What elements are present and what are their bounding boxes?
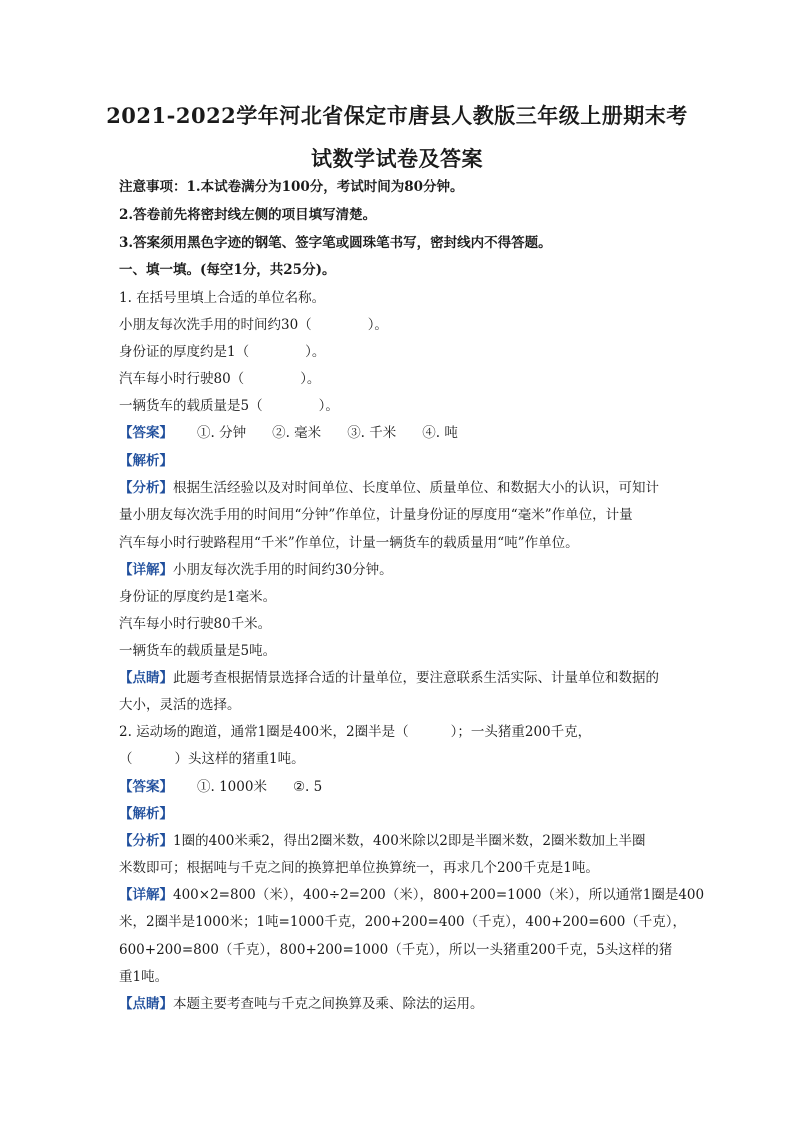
q1-dianjing-line1 bbox=[119, 672, 659, 686]
q2-xiangjie-line2: 米，2圈半是1000米；1吨=1000千克，200+200=400（千克），400+200=600（千克）， bbox=[119, 914, 687, 930]
notes-label: 注意事项： bbox=[119, 179, 187, 195]
q2-xiangjie-line4: 重1吨。 bbox=[119, 969, 169, 985]
q1-fenxi-line1 bbox=[119, 482, 659, 496]
note-2: 2.答卷前先将密封线左侧的项目填写清楚。 bbox=[119, 207, 377, 223]
q1-stem: 1. 在括号里填上合适的单位名称。 bbox=[119, 290, 326, 306]
q2-xiangjie-text1: 400×2=800（米），400÷2=200（米），800+200=1000（米），所以通常1圈是400 bbox=[173, 887, 705, 903]
q1-xiangjie-line3: 汽车每小时行驶80千米。 bbox=[119, 616, 272, 632]
fenxi-tag: 【分析】 bbox=[119, 480, 173, 496]
q2-stem-text2-end: ）头这样的猪重1吨。 bbox=[174, 751, 305, 767]
q1-jiexi-tag: 【解析】 bbox=[119, 453, 173, 469]
q1-fenxi-text1: 根据生活经验以及对时间单位、长度单位、质量单位、和数据大小的认识，可知计 bbox=[173, 480, 659, 496]
q2-answer-2: ②. 5 bbox=[292, 779, 323, 795]
q1-item-1 bbox=[119, 319, 388, 333]
q2-fenxi-text1: 1圈的400米乘2，得出2圈米数，400米除以2即是半圈米数，2圈米数加上半圈 bbox=[173, 833, 646, 849]
q2-fenxi-line1 bbox=[119, 835, 645, 849]
q2-stem-text1: 2. 运动场的跑道，通常1圈是400米，2圈半是（ bbox=[119, 724, 409, 740]
q2-dianjing-text1: 本题主要考查吨与千克之间换算及乘、除法的运用。 bbox=[173, 996, 484, 1012]
q1-answer-4: ④. 吨 bbox=[422, 425, 458, 441]
q2-jiexi-tag: 【解析】 bbox=[119, 806, 173, 822]
q2-stem-line2 bbox=[119, 753, 305, 767]
q1-xiangjie-line1 bbox=[119, 564, 393, 578]
q2-stem-line1 bbox=[119, 726, 591, 740]
q2-xiangjie-line1 bbox=[119, 889, 704, 903]
q2-answer-line bbox=[119, 781, 348, 795]
q1-answer-2: ②. 毫米 bbox=[272, 425, 322, 441]
note-1: 1.本试卷满分为100分，考试时间为80分钟。 bbox=[186, 179, 464, 195]
q2-stem-text1-end: ）；一头猪重200千克， bbox=[450, 724, 592, 740]
q1-item-2-end: ）。 bbox=[305, 344, 326, 360]
q1-answer-1: ①. 分钟 bbox=[197, 425, 247, 441]
doc-title-line2: 试数学试卷及答案 bbox=[311, 146, 483, 171]
q1-item-4 bbox=[119, 400, 339, 414]
q1-dianjing-line2: 大小，灵活的选择。 bbox=[119, 697, 241, 713]
xiangjie-tag: 【详解】 bbox=[119, 887, 173, 903]
q2-fenxi-line2: 米数即可；根据吨与千克之间的换算把单位换算统一，再求几个200千克是1吨。 bbox=[119, 860, 599, 876]
q1-answer-3: ③. 千米 bbox=[347, 425, 397, 441]
dianjing-tag: 【点睛】 bbox=[119, 996, 173, 1012]
q1-item-3-text: 汽车每小时行驶80（ bbox=[119, 371, 245, 387]
q1-answer-line bbox=[119, 427, 484, 441]
q1-item-4-end: ）。 bbox=[318, 398, 339, 414]
dianjing-tag: 【点睛】 bbox=[119, 670, 173, 686]
q1-item-1-end: ）。 bbox=[367, 317, 388, 333]
doc-title-line1: 2021-2022学年河北省保定市唐县人教版三年级上册期末考 bbox=[106, 103, 688, 128]
q2-stem-text2: （ bbox=[119, 751, 133, 767]
q1-item-3-end: ）。 bbox=[300, 371, 321, 387]
q1-fenxi-line2: 量小朋友每次洗手用的时间用“分钟”作单位，计量身份证的厚度用“毫米”作单位，计量 bbox=[119, 507, 633, 523]
fenxi-tag: 【分析】 bbox=[119, 833, 173, 849]
q1-item-1-text: 小朋友每次洗手用的时间约30（ bbox=[119, 317, 312, 333]
q2-answer-1: ①. 1000米 bbox=[197, 779, 267, 795]
q1-xiangjie-line4: 一辆货车的载质量是5吨。 bbox=[119, 643, 277, 659]
answer-tag: 【答案】 bbox=[119, 425, 173, 441]
q2-xiangjie-line3: 600+200=800（千克），800+200=1000（千克），所以一头猪重200千克，5头这样的猪 bbox=[119, 942, 673, 958]
q1-item-2-text: 身份证的厚度约是1（ bbox=[119, 344, 250, 360]
notes-line1 bbox=[119, 181, 464, 195]
section-1-heading: 一、填一填。(每空1分，共25分)。 bbox=[119, 262, 336, 278]
q1-item-4-text: 一辆货车的载质量是5（ bbox=[119, 398, 263, 414]
q1-item-2 bbox=[119, 346, 325, 360]
q1-item-3 bbox=[119, 373, 320, 387]
q2-dianjing-line1 bbox=[119, 998, 484, 1012]
xiangjie-tag: 【详解】 bbox=[119, 562, 173, 578]
answer-tag: 【答案】 bbox=[119, 779, 173, 795]
q1-fenxi-line3: 汽车每小时行驶路程用“千米”作单位，计量一辆货车的载质量用“吨”作单位。 bbox=[119, 535, 579, 551]
q1-dianjing-text1: 此题考查根据情景选择合适的计量单位，要注意联系生活实际、计量单位和数据的 bbox=[173, 670, 659, 686]
q1-xiangjie-line2: 身份证的厚度约是1毫米。 bbox=[119, 589, 277, 605]
note-3: 3.答案须用黑色字迹的钢笔、签字笔或圆珠笔书写，密封线内不得答题。 bbox=[119, 235, 552, 251]
q1-xiangjie-text1: 小朋友每次洗手用的时间约30分钟。 bbox=[173, 562, 393, 578]
